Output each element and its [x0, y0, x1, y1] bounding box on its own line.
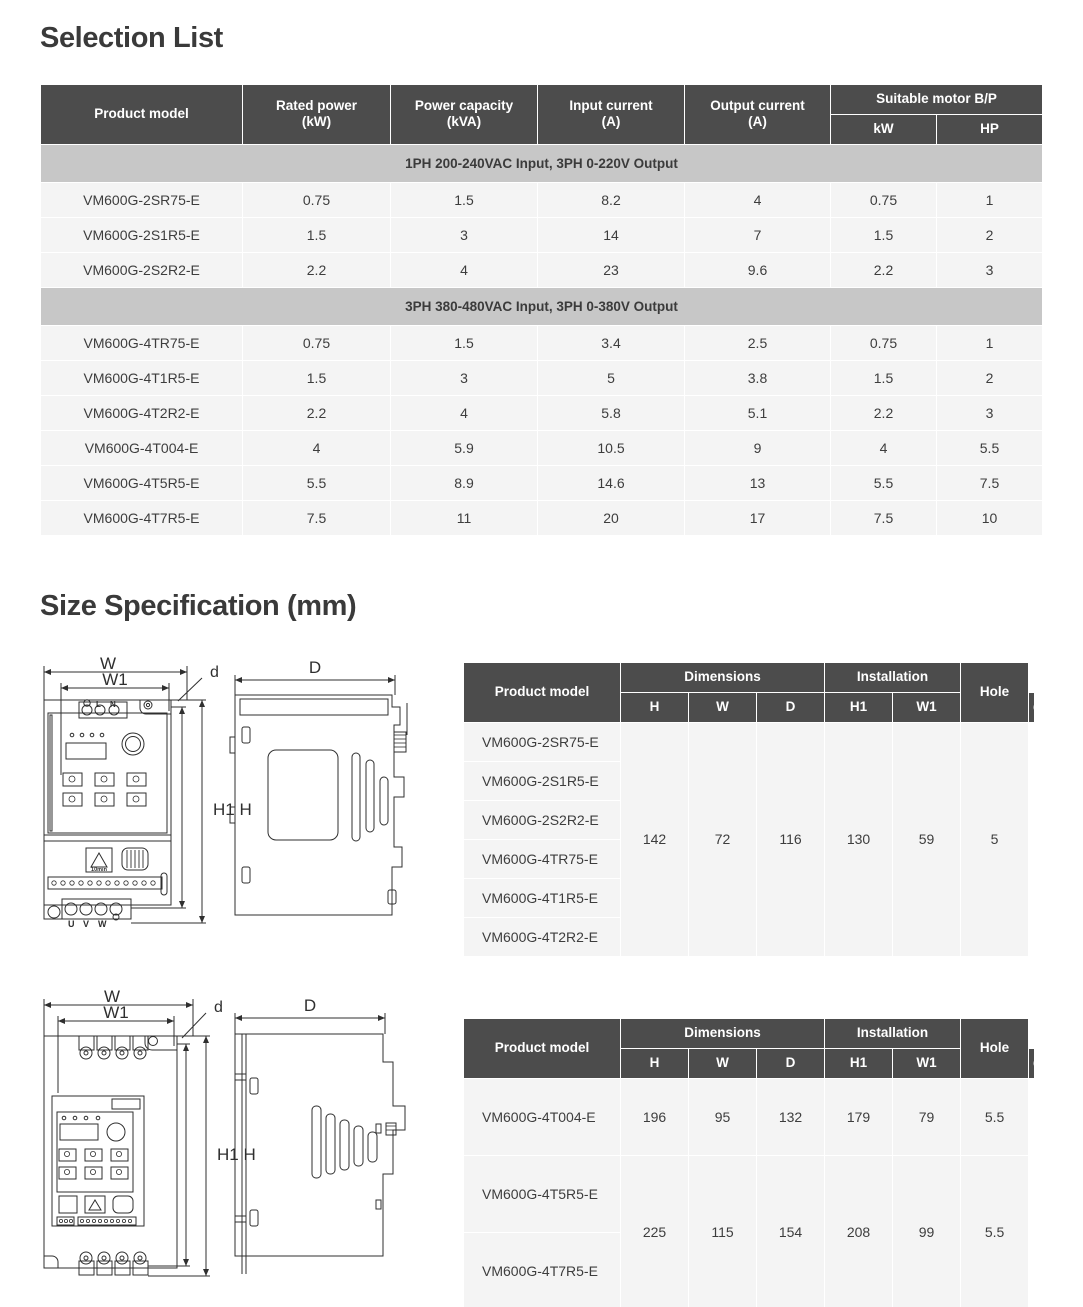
cell-power-capacity: 1.5: [391, 183, 537, 217]
col-product-model: Product model: [464, 1019, 620, 1078]
table-row: [41, 466, 1042, 500]
table-row: [41, 501, 1042, 535]
cell-motor-kw: 2.2: [831, 253, 936, 287]
cell-motor-kw: 5.5: [831, 466, 936, 500]
cell-output-current: 5.1: [685, 396, 830, 430]
cell-w1: 99: [893, 1156, 960, 1307]
col-group-installation: Installation: [825, 663, 960, 692]
cell-motor-hp: 1: [937, 326, 1042, 360]
table-row: [41, 431, 1042, 465]
cell-power-capacity: 8.9: [391, 466, 537, 500]
size-table-small-frames: [463, 662, 1042, 957]
cell-motor-kw: 7.5: [831, 501, 936, 535]
size-table-2-body: [464, 1079, 1034, 1307]
label-hole-d-2: d: [214, 999, 223, 1016]
cell-model: VM600G-2S2R2-E: [464, 801, 620, 839]
col-h: H: [621, 1049, 688, 1078]
header-row-1: [464, 1019, 1034, 1048]
cell-model: VM600G-2SR75-E: [41, 183, 242, 217]
col-w1: W1: [893, 1049, 960, 1078]
col-hole-d: d: [1029, 1049, 1034, 1078]
cell-motor-kw: 0.75: [831, 183, 936, 217]
cell-dd: 5: [961, 723, 1028, 956]
cell-power-capacity: 4: [391, 396, 537, 430]
warning-label-10min: 10min: [91, 867, 107, 873]
col-rated-power: [243, 85, 390, 144]
size-table-2-head: [464, 1019, 1042, 1078]
cell-motor-hp: 2: [937, 218, 1042, 252]
selection-table-head: [41, 85, 1042, 144]
cell-h1: 208: [825, 1156, 892, 1307]
cell-w: 115: [689, 1156, 756, 1307]
cell-model: VM600G-2S1R5-E: [464, 762, 620, 800]
cell-power-capacity: 4: [391, 253, 537, 287]
cell-h1: 130: [825, 723, 892, 956]
col-d: D: [757, 1049, 824, 1078]
section-band-row: [41, 288, 1042, 325]
cell-model: VM600G-2S2R2-E: [41, 253, 242, 287]
section-band-label: 3PH 380-480VAC Input, 3PH 0-380V Output: [41, 288, 1042, 325]
label-h1-h-2: H1 H: [217, 1145, 256, 1164]
col-group-dimensions: Dimensions: [621, 1019, 824, 1048]
cell-motor-kw: 4: [831, 431, 936, 465]
cell-power-capacity: 1.5: [391, 326, 537, 360]
cell-input-current: 20: [538, 501, 684, 535]
cell-output-current: 9: [685, 431, 830, 465]
cell-motor-hp: 10: [937, 501, 1042, 535]
col-d: D: [757, 693, 824, 722]
cell-rated-power: 2.2: [243, 396, 390, 430]
size-table-1-head: [464, 663, 1042, 722]
cell-w: 95: [689, 1079, 756, 1155]
cell-model: VM600G-2S1R5-E: [41, 218, 242, 252]
drawing-svg-1: [30, 655, 450, 945]
selection-list-table: [40, 84, 1043, 536]
col-w: W: [689, 693, 756, 722]
col-power-capacity-line1: Power capacity: [414, 97, 514, 113]
cell-input-current: 3.4: [538, 326, 684, 360]
col-output-current-line1: Output current: [710, 97, 805, 113]
cell-d: 132: [757, 1079, 824, 1155]
cell-output-current: 2.5: [685, 326, 830, 360]
cell-rated-power: 1.5: [243, 361, 390, 395]
cell-power-capacity: 3: [391, 218, 537, 252]
cell-model: VM600G-4T5R5-E: [464, 1156, 620, 1232]
cell-motor-hp: 7.5: [937, 466, 1042, 500]
cell-output-current: 13: [685, 466, 830, 500]
cell-motor-kw: 0.75: [831, 326, 936, 360]
cell-rated-power: 1.5: [243, 218, 390, 252]
col-power-capacity: [391, 85, 537, 144]
cell-w1: 79: [893, 1079, 960, 1155]
table-row: [464, 1156, 1034, 1232]
label-w-2: W: [103, 988, 121, 1006]
cell-h: 142: [621, 723, 688, 956]
cell-dd: 5.5: [961, 1079, 1028, 1155]
cell-input-current: 5.8: [538, 396, 684, 430]
cell-model: VM600G-4T5R5-E: [41, 466, 242, 500]
cell-motor-kw: 1.5: [831, 218, 936, 252]
table-row: [464, 1079, 1034, 1155]
col-input-current: [538, 85, 684, 144]
col-group-installation: Installation: [825, 1019, 960, 1048]
label-w1-2: W1: [103, 1003, 129, 1022]
cell-input-current: 10.5: [538, 431, 684, 465]
cell-motor-hp: 3: [937, 396, 1042, 430]
label-depth-d-2: D: [303, 996, 317, 1015]
label-h1-h-1: H1 H: [213, 800, 252, 819]
cell-motor-kw: 2.2: [831, 396, 936, 430]
col-product-model: Product model: [464, 663, 620, 722]
drawing-set-small-frame: [30, 655, 450, 945]
page-title-selection-list: Selection List: [40, 22, 223, 54]
cell-input-current: 14: [538, 218, 684, 252]
cell-power-capacity: 3: [391, 361, 537, 395]
cell-model: VM600G-4T1R5-E: [464, 879, 620, 917]
col-power-capacity-line2: (kVA): [446, 114, 482, 130]
cell-output-current: 17: [685, 501, 830, 535]
header-row-1: [464, 663, 1034, 692]
col-h1: H1: [825, 1049, 892, 1078]
cell-model: VM600G-4T1R5-E: [41, 361, 242, 395]
cell-motor-kw: 1.5: [831, 361, 936, 395]
cell-motor-hp: 5.5: [937, 431, 1042, 465]
cell-input-current: 23: [538, 253, 684, 287]
cell-model: VM600G-2SR75-E: [464, 723, 620, 761]
label-w-1: W: [99, 655, 117, 673]
cell-power-capacity: 5.9: [391, 431, 537, 465]
cell-model: VM600G-4T7R5-E: [41, 501, 242, 535]
cell-output-current: 7: [685, 218, 830, 252]
col-group-hole: Hole: [961, 1019, 1028, 1078]
label-depth-d-1: D: [308, 658, 322, 677]
col-suitable-motor: Suitable motor B/P: [831, 85, 1042, 114]
cell-model: VM600G-4T2R2-E: [464, 918, 620, 956]
col-output-current-line2: (A): [748, 114, 767, 130]
section-band-row: [41, 145, 1042, 182]
table-row: [41, 396, 1042, 430]
cell-output-current: 3.8: [685, 361, 830, 395]
cell-rated-power: 0.75: [243, 183, 390, 217]
col-group-dimensions: Dimensions: [621, 663, 824, 692]
cell-rated-power: 5.5: [243, 466, 390, 500]
size-table-1-body: [464, 723, 1034, 956]
cell-input-current: 8.2: [538, 183, 684, 217]
cell-output-current: 4: [685, 183, 830, 217]
cell-dd: 5.5: [961, 1156, 1028, 1307]
cell-d: 154: [757, 1156, 824, 1307]
table-row: [41, 253, 1042, 287]
terminal-label-L-1: L: [96, 700, 101, 709]
header-row-1: [41, 85, 1042, 114]
size-table-large-frames: [463, 1018, 1042, 1307]
cell-input-current: 14.6: [538, 466, 684, 500]
cell-rated-power: 4: [243, 431, 390, 465]
cell-motor-hp: 2: [937, 361, 1042, 395]
cell-motor-hp: 1: [937, 183, 1042, 217]
cell-d: 116: [757, 723, 824, 956]
section-band-label: 1PH 200-240VAC Input, 3PH 0-220V Output: [41, 145, 1042, 182]
drawing-set-large-frame: [30, 988, 450, 1283]
cell-w1: 59: [893, 723, 960, 956]
drawing-svg-2: [30, 988, 450, 1283]
cell-h1: 179: [825, 1079, 892, 1155]
cell-rated-power: 7.5: [243, 501, 390, 535]
col-h: H: [621, 693, 688, 722]
cell-h: 196: [621, 1079, 688, 1155]
selection-table-body: [41, 145, 1042, 535]
col-motor-hp: HP: [937, 115, 1042, 144]
cell-motor-hp: 3: [937, 253, 1042, 287]
terminal-label-V-1: V: [83, 919, 90, 929]
label-w1-1: W1: [102, 670, 128, 689]
cell-h: 225: [621, 1156, 688, 1307]
cell-rated-power: 2.2: [243, 253, 390, 287]
col-motor-kw: kW: [831, 115, 936, 144]
col-output-current: [685, 85, 830, 144]
col-w1: W1: [893, 693, 960, 722]
table-row: [41, 183, 1042, 217]
table-row: [41, 326, 1042, 360]
cell-output-current: 9.6: [685, 253, 830, 287]
cell-model: VM600G-4T004-E: [41, 431, 242, 465]
page-title-size-specification: Size Specification (mm): [40, 590, 357, 622]
terminal-label-N-1: N: [110, 700, 116, 709]
label-hole-d-1: d: [210, 664, 219, 681]
table-row: [41, 361, 1042, 395]
table-row: [41, 218, 1042, 252]
col-input-current-line1: Input current: [569, 97, 653, 113]
col-rated-power-line2: (kW): [301, 114, 332, 130]
cell-model: VM600G-4TR75-E: [464, 840, 620, 878]
terminal-label-U-1: U: [68, 919, 75, 929]
cell-input-current: 5: [538, 361, 684, 395]
terminal-label-W-1: W: [98, 919, 107, 929]
cell-model: VM600G-4TR75-E: [41, 326, 242, 360]
cell-model: VM600G-4T7R5-E: [464, 1233, 620, 1307]
col-group-hole: Hole: [961, 663, 1028, 722]
col-input-current-line2: (A): [601, 114, 621, 130]
col-hole-d: d: [1029, 693, 1034, 722]
col-h1: H1: [825, 693, 892, 722]
col-rated-power-line1: Rated power: [275, 97, 357, 113]
cell-model: VM600G-4T2R2-E: [41, 396, 242, 430]
col-w: W: [689, 1049, 756, 1078]
table-row: [464, 723, 1034, 761]
cell-rated-power: 0.75: [243, 326, 390, 360]
cell-w: 72: [689, 723, 756, 956]
cell-model: VM600G-4T004-E: [464, 1079, 620, 1155]
col-product-model: Product model: [41, 85, 242, 144]
cell-power-capacity: 11: [391, 501, 537, 535]
